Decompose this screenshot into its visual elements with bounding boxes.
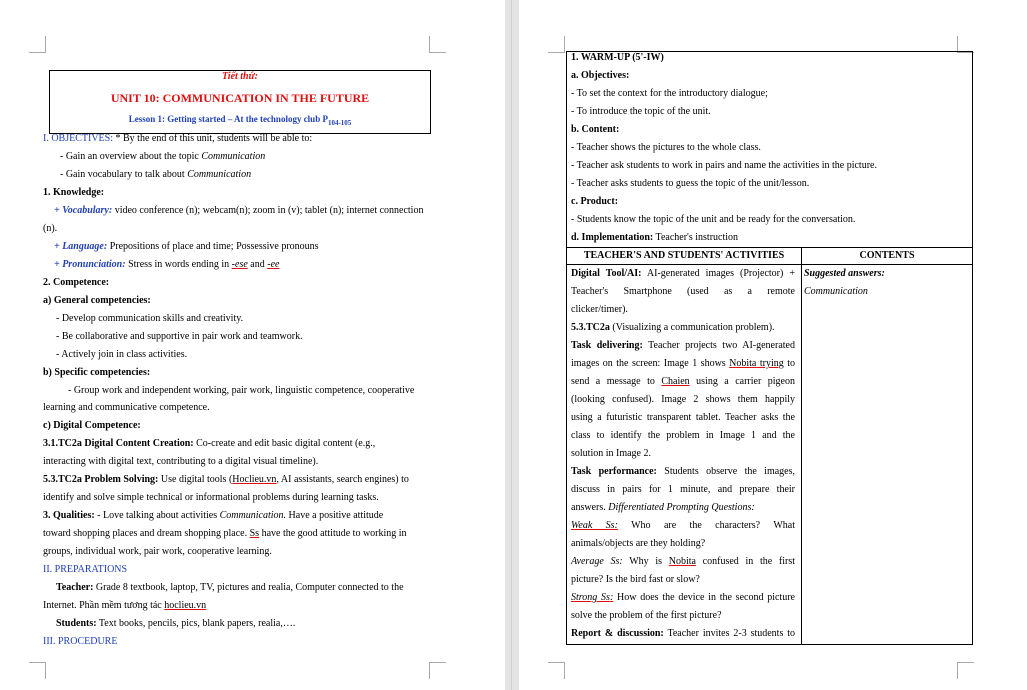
qualities-line-2-text: toward shopping places and dream shopping place. — [43, 528, 250, 539]
strong-ss-label: Strong Ss: — [571, 592, 614, 603]
implementation-label: d. Implementation: — [571, 232, 654, 243]
margin-corner-bl — [29, 662, 46, 679]
implementation-line — [571, 232, 738, 244]
activity-line-8: (looking confused). Image 2 shows them happily — [571, 394, 795, 405]
hoclieu-link-2: hoclieu.vn — [164, 600, 207, 611]
general-competency-3: - Actively join in class activities. — [56, 349, 188, 360]
lesson-title-main: Lesson 1: Getting started – At the technology club P — [128, 114, 328, 124]
unit-title: UNIT 10: COMMUNICATION IN THE FUTURE — [110, 91, 370, 105]
teacher-prep-line — [56, 582, 404, 594]
qualities-text: - Love talking about activities — [94, 510, 220, 521]
language-line — [54, 241, 319, 253]
activity-line-11: solution in Image 2. — [571, 448, 651, 459]
knowledge-heading: 1. Knowledge: — [43, 187, 105, 198]
activity-line-12 — [571, 466, 795, 478]
activity-line-10: class to identify the problem in Image 1 and the — [571, 430, 795, 441]
hoclieu-link: Hoclieu.vn — [232, 474, 277, 485]
qualities-line-2-end: have the good attitude to working in — [259, 528, 407, 539]
digital-tool-text: AI-generated images (Projector) + — [641, 268, 795, 279]
digital-tool-label: Digital Tool/AI: — [571, 268, 642, 279]
objective-item-1-text: - Gain an overview about the topic — [60, 151, 202, 162]
objective-item-2-text: - Gain vocabulary to talk about — [60, 169, 188, 180]
page-gap — [505, 0, 519, 690]
margin-corner-br — [957, 662, 974, 679]
content-2: - Teacher ask students to work in pairs and name the activities in the picture. — [571, 160, 877, 171]
activity-line-17 — [571, 556, 795, 568]
activity-line-6-end: to — [783, 358, 795, 369]
activity-line-16: animals/objects are they holding? — [571, 538, 706, 549]
average-ss-label: Average Ss: — [571, 556, 623, 567]
chaien-word: Chaien — [661, 376, 690, 387]
language-label: + Language: — [54, 241, 108, 252]
objectives-label: a. Objectives: — [571, 70, 630, 81]
activity-line-19 — [571, 592, 795, 604]
vocabulary-label: + Vocabulary: — [54, 205, 113, 216]
objective-item-2-topic: Communication — [187, 169, 252, 180]
digital-competence-2-label: 5.3.TC2a Problem Solving: — [43, 474, 159, 485]
objective-2: - To introduce the topic of the unit. — [571, 106, 711, 117]
qualities-text-end: Have a positive attitude — [286, 510, 384, 521]
activity-line-9: using a futuristic transparent tablet. Teacher asks the — [571, 412, 795, 423]
differentiated-questions-label: Differentiated Prompting Questions: — [608, 502, 755, 513]
document-page-1 — [0, 0, 505, 690]
suggested-answer-text: Communication — [804, 286, 868, 297]
report-discussion-text: Teacher invites 2-3 students to — [663, 628, 795, 639]
objective-item-1-topic: Communication — [201, 151, 266, 162]
table-border-bottom — [566, 644, 973, 645]
margin-corner-tl — [29, 36, 46, 53]
lesson-number-label: Tiết thứ: — [222, 71, 258, 82]
pronunciation-line — [54, 259, 279, 271]
content-3: - Teacher asks students to guess the topic of the unit/lesson. — [571, 178, 810, 189]
activity-line-4 — [571, 322, 775, 334]
margin-corner-tl — [548, 36, 565, 53]
general-competency-2: - Be collaborative and supportive in pair work and teamwork. — [56, 331, 303, 342]
objectives-heading: I. OBJECTIVES: — [43, 133, 113, 144]
activity-line-6 — [571, 358, 795, 370]
activity-line-5 — [571, 340, 795, 352]
nobita-word: Nobita — [729, 358, 757, 369]
activity-line-7-end: using a carrier pigeon — [689, 376, 795, 387]
document-page-2 — [519, 0, 1027, 690]
activity-line-20: solve the problem of the first picture? — [571, 610, 722, 621]
activity-line-2: Teacher's Smartphone (used as a remote — [571, 286, 795, 297]
implementation-text: Teacher's instruction — [653, 232, 739, 243]
activity-line-15 — [571, 520, 795, 532]
competence-code-text: (Visualizing a communication problem). — [609, 322, 775, 333]
average-ss-question: Why is — [622, 556, 669, 567]
lesson-title — [50, 113, 430, 129]
qualities-topic: Communication. — [219, 510, 287, 521]
lesson-pages: 104-105 — [327, 118, 352, 127]
digital-competence-2 — [43, 474, 409, 486]
column-header-activities: TEACHER'S AND STUDENTS' ACTIVITIES — [583, 250, 785, 261]
activity-line-1 — [571, 268, 795, 280]
procedure-heading: III. PROCEDURE — [43, 636, 118, 647]
objective-1: - To set the context for the introductory dialogue; — [571, 88, 768, 99]
teacher-prep-label: Teacher: — [56, 582, 94, 593]
weak-ss-label: Weak Ss: — [571, 520, 618, 531]
task-delivering-label: Task delivering: — [571, 340, 643, 351]
activity-line-21 — [571, 628, 795, 640]
specific-competencies-heading: b) Specific competencies: — [43, 367, 151, 378]
vocabulary-cont: (n). — [43, 223, 58, 234]
nobita-word-2: Nobita — [668, 556, 696, 567]
column-header-contents: CONTENTS — [859, 250, 915, 261]
margin-corner-bl — [548, 662, 565, 679]
qualities-line-3: groups, individual work, pair work, cooperative learning. — [43, 546, 272, 557]
pronunciation-and: and — [247, 259, 268, 270]
table-header-top — [566, 247, 973, 248]
objective-item-2 — [60, 169, 251, 181]
average-ss-question-end: confused in the first — [695, 556, 795, 567]
trying-word: trying — [756, 358, 784, 369]
strong-ss-question: How does the device in the second picture — [613, 592, 795, 603]
teacher-prep-cont — [43, 600, 206, 612]
objective-item-1 — [60, 151, 265, 163]
activity-line-7-text: send a message to — [571, 376, 662, 387]
table-header-bottom — [566, 264, 973, 265]
weak-ss-question: Who are the characters? What — [617, 520, 795, 531]
answers-word: answers. — [571, 502, 609, 513]
table-border-right — [972, 51, 973, 645]
competence-heading: 2. Competence: — [43, 277, 110, 288]
digital-competence-2-cont: identify and solve simple technical or informational problems during learning tasks. — [43, 492, 379, 503]
digital-competence-2-text: Use digital tools ( — [158, 474, 233, 485]
content-label: b. Content: — [571, 124, 620, 135]
activity-line-14 — [571, 502, 755, 514]
language-text: Prepositions of place and time; Possessive pronouns — [107, 241, 319, 252]
digital-competence-2-text-end: , AI assistants, search engines) to — [276, 474, 409, 485]
page-divider — [511, 0, 512, 690]
competence-code-label: 5.3.TC2a — [571, 322, 610, 333]
pronunciation-label: + Pronunciation: — [54, 259, 126, 270]
objectives-intro: * By the end of this unit, students will be able to: — [113, 133, 313, 144]
students-prep-label: Students: — [56, 618, 97, 629]
warmup-heading: 1. WARM-UP (5'-IW) — [571, 52, 664, 63]
margin-corner-tr — [429, 36, 446, 53]
product-label: c. Product: — [571, 196, 619, 207]
students-prep-line — [56, 618, 295, 630]
qualities-label: 3. Qualities: — [43, 510, 95, 521]
teacher-prep-cont-text: Internet. Phần mềm tương tác — [43, 600, 165, 611]
digital-competence-1-cont: interacting with digital text, contributing to a digital visual timeline). — [43, 456, 319, 467]
suffix-ee: -ee — [267, 259, 280, 270]
digital-competence-1-label: 3.1.TC2a Digital Content Creation: — [43, 438, 194, 449]
task-performance-text: Students observe the images, — [656, 466, 795, 477]
suffix-ese: -ese — [231, 259, 248, 270]
title-box — [49, 70, 431, 134]
activity-line-3: clicker/timer). — [571, 304, 628, 315]
activity-line-13: discuss in pairs for 1 minute, and prepare their — [571, 484, 795, 495]
teacher-prep-text: Grade 8 textbook, laptop, TV, pictures and realia, Computer connected to the — [93, 582, 404, 593]
general-competencies-heading: a) General competencies: — [43, 295, 151, 306]
report-discussion-label: Report & discussion: — [571, 628, 664, 639]
content-1: - Teacher shows the pictures to the whole class. — [571, 142, 761, 153]
qualities-line-1 — [43, 510, 383, 522]
ss-word: Ss — [249, 528, 260, 539]
margin-corner-br — [429, 662, 446, 679]
product-1: - Students know the topic of the unit and be ready for the conversation. — [571, 214, 856, 225]
task-performance-label: Task performance: — [571, 466, 657, 477]
vocabulary-line — [54, 205, 423, 217]
digital-competence-heading: c) Digital Competence: — [43, 420, 141, 431]
task-delivering-text: Teacher projects two AI-generated — [642, 340, 795, 351]
students-prep-text: Text books, pencils, pics, blank papers, realia,…. — [96, 618, 296, 629]
activity-line-6-text: images on the screen: Image 1 shows — [571, 358, 730, 369]
activity-line-18: picture? Is the bird fast or slow? — [571, 574, 700, 585]
qualities-line-2 — [43, 528, 407, 540]
vocabulary-text: video conference (n); webcam(n); zoom in (v); tablet (n); internet connection — [112, 205, 424, 216]
objectives-line — [43, 133, 312, 145]
digital-competence-1-text: Co-create and edit basic digital content (e.g., — [193, 438, 376, 449]
pronunciation-text: Stress in words ending in — [125, 259, 232, 270]
activity-line-7 — [571, 376, 795, 388]
specific-competency-1-cont: learning and communicative competence. — [43, 402, 210, 413]
preparations-heading: II. PREPARATIONS — [43, 564, 128, 575]
general-competency-1: - Develop communication skills and creativity. — [56, 313, 244, 324]
digital-competence-1 — [43, 438, 375, 450]
table-border-left — [566, 51, 567, 645]
specific-competency-1: - Group work and independent working, pair work, linguistic competence, cooperative — [68, 385, 415, 396]
suggested-answers-label: Suggested answers: — [804, 268, 885, 279]
table-column-divider — [801, 247, 802, 645]
